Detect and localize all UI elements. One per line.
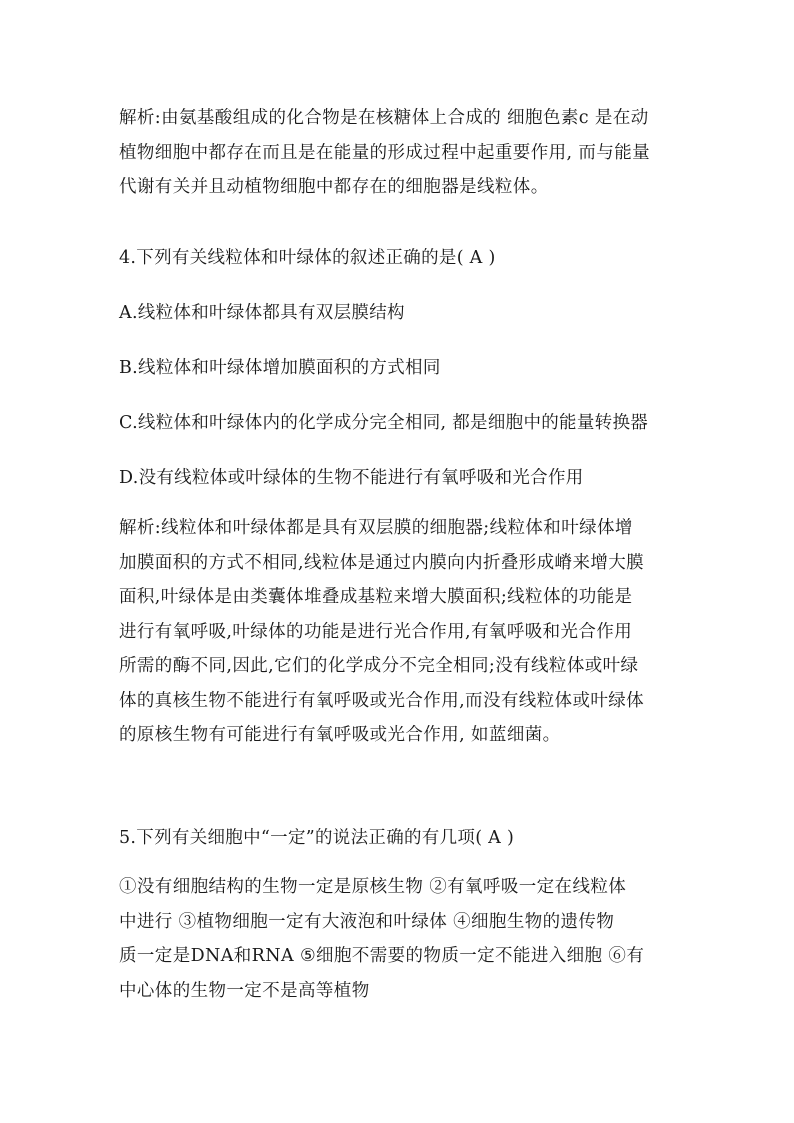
question-4-option-c: C.线粒体和叶绿体内的化学成分完全相同, 都是细胞中的能量转换器 [119, 413, 649, 433]
statement-line: 中心体的生物一定不是高等植物 [119, 980, 370, 1001]
statement-line: 质一定是DNA和RNA ⑤细胞不需要的物质一定不能进入细胞 ⑥有 [119, 946, 645, 966]
question-5-statements [119, 870, 679, 1008]
explanation-q4 [119, 511, 679, 753]
question-4-option-d: D.没有线粒体或叶绿体的生物不能进行有氧呼吸和光合作用 [119, 468, 584, 488]
explanation-line: 面积,叶绿体是由类囊体堆叠成基粒来增大膜面积;线粒体的功能是 [119, 587, 633, 607]
explanation-q3 [119, 101, 679, 205]
explanation-line: 解析:由氨基酸组成的化合物是在核糖体上合成的 细胞色素c 是在动 [119, 108, 649, 128]
explanation-line: 代谢有关并且动植物细胞中都存在的细胞器是线粒体。 [119, 177, 549, 197]
explanation-line: 所需的酶不同,因此,它们的化学成分不完全相同;没有线粒体或叶绿 [119, 656, 639, 676]
statement-line: 中进行 ③植物细胞一定有大液泡和叶绿体 ④细胞生物的遗传物 [119, 911, 615, 932]
explanation-line: 体的真核生物不能进行有氧呼吸或光合作用,而没有线粒体或叶绿体 [119, 690, 645, 711]
question-4-option-b: B.线粒体和叶绿体增加膜面积的方式相同 [119, 358, 441, 378]
explanation-line: 进行有氧呼吸,叶绿体的功能是进行光合作用,有氧呼吸和光合作用 [119, 621, 633, 642]
explanation-line: 的原核生物有可能进行有氧呼吸或光合作用, 如蓝细菌。 [119, 725, 561, 745]
explanation-line: 加膜面积的方式不相同,线粒体是通过内膜向内折叠形成嵴来增大膜 [119, 552, 645, 573]
explanation-line: 植物细胞中都存在而且是在能量的形成过程中起重要作用, 而与能量 [119, 142, 651, 163]
question-4-stem: 4.下列有关线粒体和叶绿体的叙述正确的是( A ) [119, 248, 496, 268]
question-4-option-a: A.线粒体和叶绿体都具有双层膜结构 [119, 303, 405, 323]
statement-line: ①没有细胞结构的生物一定是原核生物 ②有氧呼吸一定在线粒体 [119, 877, 627, 897]
explanation-line: 解析:线粒体和叶绿体都是具有双层膜的细胞器;线粒体和叶绿体增 [119, 518, 633, 538]
question-5-stem: 5.下列有关细胞中“一定”的说法正确的有几项( A ) [119, 828, 515, 848]
